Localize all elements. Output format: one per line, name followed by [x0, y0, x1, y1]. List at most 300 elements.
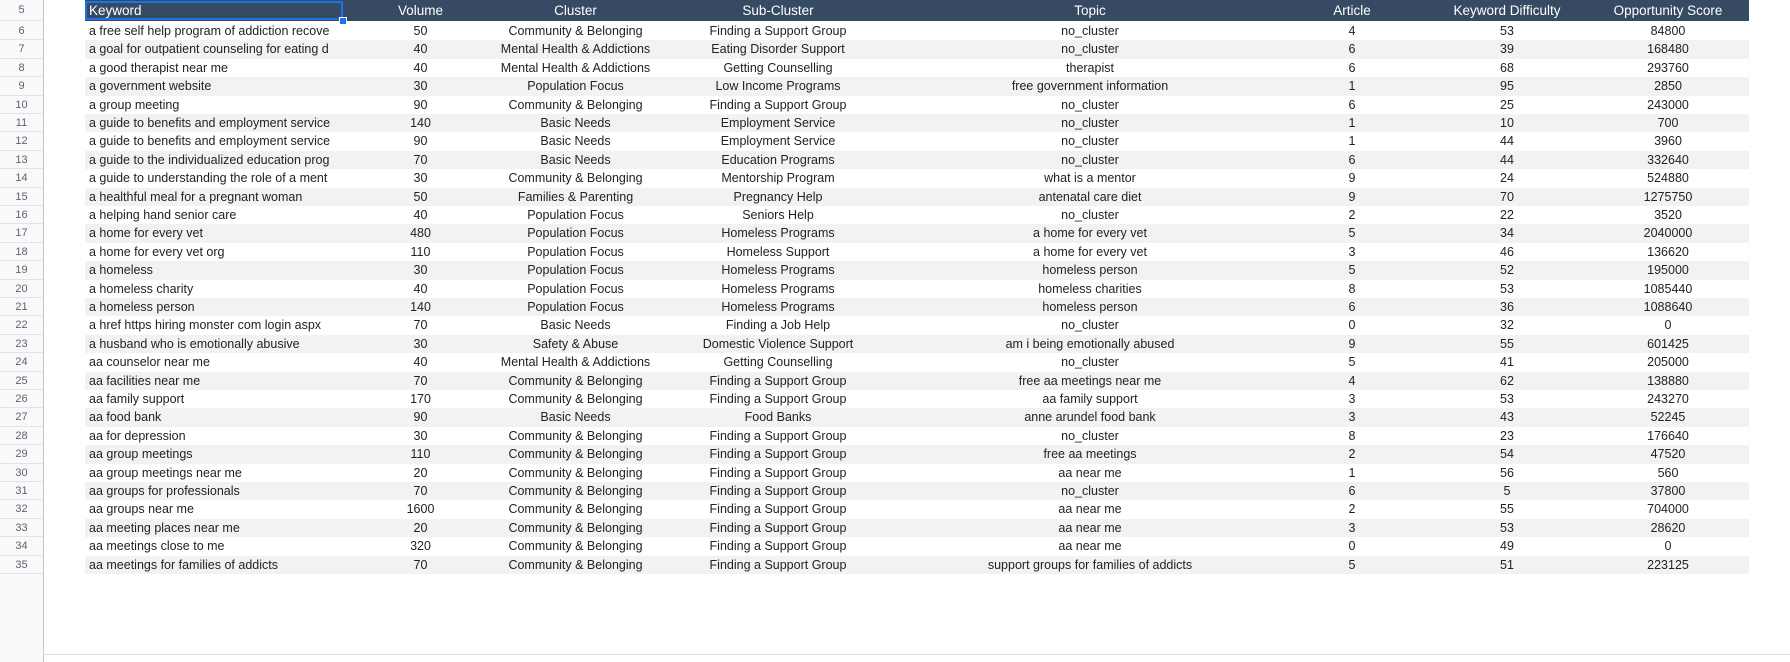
- cell-article[interactable]: 8: [1348, 281, 1356, 296]
- cell-article[interactable]: 1: [1348, 116, 1356, 130]
- cell-cluster[interactable]: Population Focus: [527, 263, 624, 278]
- table-row: [0, 537, 1790, 555]
- cell-article[interactable]: 5: [1348, 557, 1356, 572]
- cell-sub-cluster[interactable]: Finding a Support Group: [709, 539, 847, 554]
- cell-volume[interactable]: 30: [413, 171, 428, 186]
- cell-sub-cluster[interactable]: Homeless Programs: [721, 226, 835, 241]
- cell-sub-cluster[interactable]: Homeless Programs: [721, 281, 835, 296]
- cell-volume[interactable]: 110: [410, 244, 431, 259]
- cell-sub-cluster[interactable]: Low Income Programs: [715, 79, 841, 94]
- cell-keyword-difficulty[interactable]: 70: [1500, 189, 1514, 204]
- table-row: [0, 335, 1790, 353]
- cell-article[interactable]: 5: [1348, 226, 1356, 241]
- cell-topic[interactable]: no_cluster: [1061, 24, 1119, 38]
- cell-topic[interactable]: no_cluster: [1061, 42, 1119, 57]
- cell-volume[interactable]: 70: [413, 557, 428, 572]
- cell-sub-cluster[interactable]: Finding a Support Group: [709, 428, 847, 443]
- cell-topic[interactable]: antenatal care diet: [1038, 189, 1142, 204]
- cell-keyword-difficulty[interactable]: 95: [1500, 79, 1514, 94]
- cell-topic[interactable]: no_cluster: [1061, 208, 1119, 222]
- cell-volume[interactable]: 20: [413, 520, 428, 535]
- cell-keyword[interactable]: a guide to understanding the role of a ment: [89, 171, 328, 186]
- cell-keyword-difficulty[interactable]: 32: [1500, 318, 1514, 333]
- row-number[interactable]: 23: [0, 335, 43, 353]
- row-number[interactable]: 33: [0, 519, 43, 537]
- cell-topic[interactable]: no_cluster: [1061, 152, 1119, 167]
- cell-topic[interactable]: aa near me: [1058, 539, 1122, 554]
- row-number[interactable]: 21: [0, 298, 43, 316]
- cell-sub-cluster[interactable]: Eating Disorder Support: [711, 42, 845, 57]
- row-number[interactable]: 10: [0, 96, 43, 114]
- row-number[interactable]: 27: [0, 408, 43, 426]
- cell-keyword[interactable]: aa for depression: [89, 428, 186, 443]
- cell-topic[interactable]: no_cluster: [1061, 428, 1119, 443]
- table-row: [0, 132, 1790, 150]
- cell-opportunity-score[interactable]: 84800: [1650, 24, 1686, 38]
- cell-opportunity-score[interactable]: 136620: [1647, 244, 1689, 259]
- cell-opportunity-score[interactable]: 3520: [1654, 208, 1682, 222]
- cell-opportunity-score[interactable]: 28620: [1650, 520, 1686, 535]
- cell-article[interactable]: 6: [1348, 97, 1356, 112]
- cell-topic[interactable]: homeless person: [1042, 300, 1138, 314]
- cell-volume[interactable]: 90: [413, 134, 428, 149]
- cell-keyword-difficulty[interactable]: 22: [1500, 208, 1514, 222]
- table-row: [0, 224, 1790, 242]
- cell-cluster[interactable]: Safety & Abuse: [532, 336, 619, 351]
- cell-opportunity-score[interactable]: 138880: [1647, 373, 1689, 388]
- row-number[interactable]: 12: [0, 132, 43, 150]
- cell-opportunity-score[interactable]: 704000: [1647, 502, 1689, 517]
- table-row: [0, 298, 1790, 316]
- cell-keyword-difficulty[interactable]: 10: [1500, 116, 1514, 130]
- cell-topic[interactable]: aa near me: [1058, 520, 1122, 535]
- row-number[interactable]: 26: [0, 390, 43, 408]
- cell-volume[interactable]: 70: [413, 373, 428, 388]
- cell-sub-cluster[interactable]: Getting Counselling: [723, 355, 833, 370]
- cell-cluster[interactable]: Community & Belonging: [508, 484, 643, 498]
- cell-volume[interactable]: 40: [413, 60, 428, 75]
- cell-sub-cluster[interactable]: Finding a Support Group: [709, 484, 847, 498]
- cell-topic[interactable]: no_cluster: [1061, 97, 1119, 112]
- row-number[interactable]: 16: [0, 206, 43, 224]
- cell-volume[interactable]: 480: [410, 226, 431, 241]
- cell-article[interactable]: 6: [1348, 152, 1356, 167]
- cell-volume[interactable]: 70: [413, 318, 428, 333]
- row-number[interactable]: 20: [0, 280, 43, 298]
- cell-topic[interactable]: no_cluster: [1061, 484, 1119, 498]
- row-number[interactable]: 17: [0, 224, 43, 242]
- cell-sub-cluster[interactable]: Food Banks: [744, 410, 812, 425]
- cell-article[interactable]: 6: [1348, 484, 1356, 498]
- row-number[interactable]: 28: [0, 427, 43, 445]
- cell-topic[interactable]: free aa meetings: [1043, 447, 1137, 462]
- cell-cluster[interactable]: Basic Needs: [540, 318, 611, 333]
- table-row: [0, 77, 1790, 95]
- cell-sub-cluster[interactable]: Finding a Support Group: [709, 97, 847, 112]
- cell-cluster[interactable]: Basic Needs: [540, 116, 611, 130]
- cell-sub-cluster[interactable]: Finding a Job Help: [725, 318, 831, 333]
- row-number[interactable]: 15: [0, 188, 43, 206]
- table-row: [0, 390, 1790, 408]
- cell-keyword[interactable]: a homeless: [89, 263, 153, 278]
- cell-article[interactable]: 5: [1348, 263, 1356, 278]
- header-topic[interactable]: Topic: [1074, 3, 1106, 18]
- grid-bottom-line: [43, 654, 1790, 655]
- cell-topic[interactable]: am i being emotionally abused: [1005, 336, 1175, 351]
- cell-opportunity-score[interactable]: 524880: [1647, 171, 1689, 186]
- table-row: [0, 427, 1790, 445]
- cell-sub-cluster[interactable]: Mentorship Program: [721, 171, 835, 186]
- cell-article[interactable]: 3: [1348, 392, 1356, 406]
- cell-keyword[interactable]: a guide to the individualized education prog: [89, 152, 330, 167]
- cell-opportunity-score[interactable]: 0: [1664, 318, 1672, 333]
- cell-opportunity-score[interactable]: 205000: [1647, 355, 1689, 370]
- cell-keyword[interactable]: a goal for outpatient counseling for eating d: [89, 42, 329, 57]
- cell-keyword-difficulty[interactable]: 23: [1500, 428, 1514, 443]
- cell-cluster[interactable]: Community & Belonging: [508, 97, 643, 112]
- cell-keyword[interactable]: a group meeting: [89, 97, 180, 112]
- cell-cluster[interactable]: Community & Belonging: [508, 557, 643, 572]
- cell-keyword[interactable]: aa group meetings near me: [89, 465, 242, 480]
- row-number[interactable]: 22: [0, 316, 43, 334]
- cell-article[interactable]: 3: [1348, 410, 1356, 425]
- cell-sub-cluster[interactable]: Finding a Support Group: [709, 447, 847, 462]
- row-number[interactable]: 19: [0, 261, 43, 279]
- cell-keyword[interactable]: aa meetings for families of addicts: [89, 557, 278, 572]
- cell-volume[interactable]: 40: [413, 281, 428, 296]
- cell-keyword[interactable]: aa groups near me: [89, 502, 194, 517]
- cell-volume[interactable]: 30: [413, 336, 428, 351]
- cell-keyword-difficulty[interactable]: 41: [1500, 355, 1514, 370]
- cell-cluster[interactable]: Community & Belonging: [508, 171, 643, 186]
- cell-cluster[interactable]: Population Focus: [527, 300, 624, 314]
- cell-cluster[interactable]: Community & Belonging: [508, 539, 643, 554]
- cell-volume[interactable]: 40: [413, 42, 428, 57]
- cell-volume[interactable]: 170: [410, 392, 431, 406]
- cell-cluster[interactable]: Population Focus: [527, 208, 624, 222]
- table-row: [0, 500, 1790, 518]
- cell-keyword-difficulty[interactable]: 49: [1500, 539, 1514, 554]
- cell-cluster[interactable]: Community & Belonging: [508, 520, 643, 535]
- row-number[interactable]: 34: [0, 537, 43, 555]
- cell-keyword-difficulty[interactable]: 56: [1500, 465, 1514, 480]
- row-number[interactable]: 5: [0, 0, 43, 21]
- row-number[interactable]: 7: [0, 40, 43, 58]
- cell-sub-cluster[interactable]: Education Programs: [721, 152, 835, 167]
- cell-keyword[interactable]: a home for every vet org: [89, 244, 225, 259]
- cell-keyword-difficulty[interactable]: 46: [1500, 244, 1514, 259]
- cell-volume[interactable]: 40: [413, 208, 428, 222]
- cell-topic[interactable]: no_cluster: [1061, 134, 1119, 149]
- table-row: [0, 556, 1790, 574]
- cell-keyword[interactable]: aa family support: [89, 392, 185, 406]
- cell-volume[interactable]: 140: [410, 116, 431, 130]
- row-number[interactable]: 8: [0, 59, 43, 77]
- cell-opportunity-score[interactable]: 243270: [1647, 392, 1689, 406]
- row-number[interactable]: 32: [0, 500, 43, 518]
- cell-topic[interactable]: anne arundel food bank: [1024, 410, 1156, 425]
- cell-keyword[interactable]: aa meeting places near me: [89, 520, 240, 535]
- cell-sub-cluster[interactable]: Getting Counselling: [723, 60, 833, 75]
- cell-topic[interactable]: therapist: [1066, 60, 1114, 75]
- cell-sub-cluster[interactable]: Finding a Support Group: [709, 392, 847, 406]
- table-row: [0, 316, 1790, 334]
- table-row: [0, 464, 1790, 482]
- cell-keyword-difficulty[interactable]: 53: [1500, 281, 1514, 296]
- cell-keyword[interactable]: a guide to benefits and employment service: [89, 134, 331, 149]
- cell-article[interactable]: 9: [1348, 189, 1356, 204]
- cell-cluster[interactable]: Community & Belonging: [508, 24, 643, 38]
- cell-cluster[interactable]: Population Focus: [527, 226, 624, 241]
- cell-cluster[interactable]: Basic Needs: [540, 410, 611, 425]
- cell-article[interactable]: 2: [1348, 502, 1356, 517]
- cell-keyword-difficulty[interactable]: 44: [1500, 134, 1514, 149]
- header-keyword-difficulty[interactable]: Keyword Difficulty: [1453, 3, 1561, 18]
- header-keyword[interactable]: Keyword: [89, 3, 142, 18]
- cell-sub-cluster[interactable]: Homeless Programs: [721, 263, 835, 278]
- cell-cluster[interactable]: Population Focus: [527, 281, 624, 296]
- cell-keyword-difficulty[interactable]: 5: [1503, 484, 1511, 498]
- cell-keyword-difficulty[interactable]: 53: [1500, 520, 1514, 535]
- cell-keyword[interactable]: a homeless person: [89, 300, 195, 314]
- cell-volume[interactable]: 20: [413, 465, 428, 480]
- cell-article[interactable]: 8: [1348, 428, 1356, 443]
- cell-topic[interactable]: support groups for families of addicts: [987, 557, 1193, 572]
- selected-cell-outline: [85, 1, 343, 20]
- cell-keyword-difficulty[interactable]: 51: [1500, 557, 1514, 572]
- row-number[interactable]: 11: [0, 114, 43, 132]
- cell-volume[interactable]: 30: [413, 428, 428, 443]
- cell-sub-cluster[interactable]: Finding a Support Group: [709, 373, 847, 388]
- cell-keyword[interactable]: aa meetings close to me: [89, 539, 225, 554]
- cell-keyword-difficulty[interactable]: 25: [1500, 97, 1514, 112]
- cell-sub-cluster[interactable]: Domestic Violence Support: [702, 336, 854, 351]
- header-sub-cluster[interactable]: Sub-Cluster: [742, 3, 814, 18]
- cell-topic[interactable]: no_cluster: [1061, 318, 1119, 333]
- row-number[interactable]: 14: [0, 169, 43, 187]
- cell-keyword-difficulty[interactable]: 36: [1500, 300, 1514, 314]
- cell-volume[interactable]: 50: [413, 189, 428, 204]
- header-article[interactable]: Article: [1333, 3, 1371, 18]
- cell-keyword-difficulty[interactable]: 43: [1500, 410, 1514, 425]
- cell-opportunity-score[interactable]: 47520: [1650, 447, 1686, 462]
- cell-volume[interactable]: 70: [413, 152, 428, 167]
- table-row: [0, 408, 1790, 426]
- cell-sub-cluster[interactable]: Finding a Support Group: [709, 557, 847, 572]
- cell-volume[interactable]: 90: [413, 97, 428, 112]
- cell-keyword[interactable]: aa counselor near me: [89, 355, 210, 370]
- table-row: [0, 280, 1790, 298]
- cell-keyword[interactable]: a free self help program of addiction recove: [89, 24, 330, 38]
- cell-opportunity-score[interactable]: 52245: [1650, 410, 1686, 425]
- cell-sub-cluster[interactable]: Employment Service: [720, 116, 836, 130]
- cell-cluster[interactable]: Community & Belonging: [508, 373, 643, 388]
- cell-article[interactable]: 0: [1348, 539, 1356, 554]
- row-number[interactable]: 6: [0, 22, 43, 40]
- cell-opportunity-score[interactable]: 560: [1657, 465, 1679, 480]
- cell-cluster[interactable]: Mental Health & Addictions: [500, 42, 651, 57]
- cell-cluster[interactable]: Community & Belonging: [508, 447, 643, 462]
- cell-keyword[interactable]: a homeless charity: [89, 281, 194, 296]
- cell-volume[interactable]: 50: [413, 24, 428, 38]
- cell-keyword[interactable]: a government website: [89, 79, 212, 94]
- cell-sub-cluster[interactable]: Finding a Support Group: [709, 24, 847, 38]
- cell-sub-cluster[interactable]: Seniors Help: [742, 208, 814, 222]
- cell-sub-cluster[interactable]: Homeless Support: [726, 244, 830, 259]
- row-number[interactable]: 35: [0, 556, 43, 574]
- cell-keyword[interactable]: a home for every vet: [89, 226, 203, 241]
- cell-cluster[interactable]: Community & Belonging: [508, 428, 643, 443]
- cell-topic[interactable]: aa family support: [1042, 392, 1138, 406]
- cell-keyword[interactable]: a helping hand senior care: [89, 208, 237, 222]
- cell-article[interactable]: 3: [1348, 520, 1356, 535]
- cell-article[interactable]: 6: [1348, 60, 1356, 75]
- cell-keyword-difficulty[interactable]: 68: [1500, 60, 1514, 75]
- table-row: [0, 22, 1790, 40]
- cell-keyword[interactable]: a good therapist near me: [89, 60, 228, 75]
- table-row: [0, 372, 1790, 390]
- cell-sub-cluster[interactable]: Employment Service: [720, 134, 836, 149]
- table-row: [0, 519, 1790, 537]
- cell-cluster[interactable]: Community & Belonging: [508, 465, 643, 480]
- header-cluster[interactable]: Cluster: [554, 3, 597, 18]
- cell-opportunity-score[interactable]: 37800: [1650, 484, 1686, 498]
- cell-volume[interactable]: 30: [413, 79, 428, 94]
- cell-topic[interactable]: a home for every vet: [1033, 244, 1147, 259]
- cell-keyword[interactable]: a guide to benefits and employment service: [89, 116, 331, 130]
- cell-article[interactable]: 1: [1348, 134, 1356, 149]
- cell-article[interactable]: 3: [1348, 244, 1356, 259]
- cell-opportunity-score[interactable]: 1085440: [1643, 281, 1693, 296]
- cell-cluster[interactable]: Mental Health & Addictions: [500, 60, 651, 75]
- row-number[interactable]: 13: [0, 151, 43, 169]
- cell-cluster[interactable]: Basic Needs: [540, 134, 611, 149]
- row-number[interactable]: 29: [0, 445, 43, 463]
- cell-opportunity-score[interactable]: 3960: [1654, 134, 1682, 149]
- cell-article[interactable]: 6: [1348, 42, 1356, 57]
- cell-topic[interactable]: homeless charities: [1038, 281, 1142, 296]
- cell-opportunity-score[interactable]: 700: [1657, 116, 1679, 130]
- cell-opportunity-score[interactable]: 0: [1664, 539, 1672, 554]
- cell-topic[interactable]: aa near me: [1058, 465, 1122, 480]
- cell-cluster[interactable]: Community & Belonging: [508, 392, 643, 406]
- cell-article[interactable]: 4: [1348, 24, 1356, 38]
- cell-volume[interactable]: 320: [410, 539, 431, 554]
- cell-opportunity-score[interactable]: 2850: [1654, 79, 1682, 94]
- cell-volume[interactable]: 70: [413, 484, 428, 498]
- header-volume[interactable]: Volume: [397, 3, 444, 18]
- cell-opportunity-score[interactable]: 2040000: [1643, 226, 1693, 241]
- cell-opportunity-score[interactable]: 293760: [1647, 60, 1689, 75]
- cell-cluster[interactable]: Population Focus: [527, 79, 624, 94]
- cell-cluster[interactable]: Families & Parenting: [517, 189, 634, 204]
- cell-cluster[interactable]: Basic Needs: [540, 152, 611, 167]
- cell-keyword[interactable]: a healthful meal for a pregnant woman: [89, 189, 303, 204]
- cell-article[interactable]: 5: [1348, 355, 1356, 370]
- cell-sub-cluster[interactable]: Finding a Support Group: [709, 502, 847, 517]
- cell-topic[interactable]: no_cluster: [1061, 116, 1119, 130]
- cell-sub-cluster[interactable]: Pregnancy Help: [733, 189, 823, 204]
- cell-volume[interactable]: 110: [410, 447, 431, 462]
- cell-keyword[interactable]: a href https hiring monster com login aspx: [89, 318, 322, 333]
- cell-keyword-difficulty[interactable]: 62: [1500, 373, 1514, 388]
- cell-cluster[interactable]: Population Focus: [527, 244, 624, 259]
- cell-keyword[interactable]: a husband who is emotionally abusive: [89, 336, 300, 351]
- row-number[interactable]: 9: [0, 77, 43, 95]
- cell-keyword-difficulty[interactable]: 54: [1500, 447, 1514, 462]
- cell-keyword[interactable]: aa facilities near me: [89, 373, 201, 388]
- cell-opportunity-score[interactable]: 1275750: [1643, 189, 1693, 204]
- cell-sub-cluster[interactable]: Finding a Support Group: [709, 465, 847, 480]
- cell-keyword-difficulty[interactable]: 44: [1500, 152, 1514, 167]
- cell-topic[interactable]: homeless person: [1042, 263, 1138, 278]
- cell-article[interactable]: 9: [1348, 171, 1356, 186]
- cell-cluster[interactable]: Community & Belonging: [508, 502, 643, 517]
- cell-opportunity-score[interactable]: 223125: [1647, 557, 1689, 572]
- cell-keyword-difficulty[interactable]: 24: [1500, 171, 1514, 186]
- cell-keyword-difficulty[interactable]: 52: [1500, 263, 1514, 278]
- cell-keyword-difficulty[interactable]: 55: [1500, 336, 1514, 351]
- table-row: [0, 445, 1790, 463]
- cell-article[interactable]: 4: [1348, 373, 1356, 388]
- row-number[interactable]: 24: [0, 353, 43, 371]
- cell-volume[interactable]: 1600: [406, 502, 435, 517]
- row-number[interactable]: 30: [0, 464, 43, 482]
- cell-keyword[interactable]: aa groups for professionals: [89, 484, 240, 498]
- cell-sub-cluster[interactable]: Finding a Support Group: [709, 520, 847, 535]
- cell-article[interactable]: 6: [1348, 300, 1356, 314]
- cell-opportunity-score[interactable]: 195000: [1647, 263, 1689, 278]
- cell-keyword-difficulty[interactable]: 53: [1500, 24, 1514, 38]
- cell-volume[interactable]: 40: [413, 355, 428, 370]
- cell-volume[interactable]: 90: [413, 410, 428, 425]
- cell-topic[interactable]: a home for every vet: [1033, 226, 1147, 241]
- cell-opportunity-score[interactable]: 176640: [1647, 428, 1689, 443]
- cell-opportunity-score[interactable]: 1088640: [1643, 300, 1693, 314]
- cell-cluster[interactable]: Mental Health & Addictions: [500, 355, 651, 370]
- cell-volume[interactable]: 30: [413, 263, 428, 278]
- cell-topic[interactable]: aa near me: [1058, 502, 1122, 517]
- cell-article[interactable]: 2: [1348, 208, 1356, 222]
- cell-topic[interactable]: no_cluster: [1061, 355, 1119, 370]
- cell-keyword-difficulty[interactable]: 39: [1500, 42, 1514, 57]
- cell-opportunity-score[interactable]: 243000: [1647, 97, 1689, 112]
- cell-article[interactable]: 9: [1348, 336, 1356, 351]
- cell-opportunity-score[interactable]: 168480: [1647, 42, 1689, 57]
- cell-article[interactable]: 1: [1348, 79, 1356, 94]
- cell-sub-cluster[interactable]: Homeless Programs: [721, 300, 835, 314]
- cell-opportunity-score[interactable]: 332640: [1647, 152, 1689, 167]
- cell-article[interactable]: 0: [1348, 318, 1356, 333]
- cell-topic[interactable]: free aa meetings near me: [1018, 373, 1162, 388]
- row-number[interactable]: 25: [0, 372, 43, 390]
- cell-keyword-difficulty[interactable]: 34: [1500, 226, 1514, 241]
- table-row: [0, 206, 1790, 224]
- row-number[interactable]: 18: [0, 243, 43, 261]
- cell-article[interactable]: 2: [1348, 447, 1356, 462]
- cell-keyword[interactable]: aa food bank: [89, 410, 162, 425]
- cell-opportunity-score[interactable]: 601425: [1647, 336, 1689, 351]
- cell-topic[interactable]: what is a mentor: [1044, 171, 1136, 186]
- cell-keyword[interactable]: aa group meetings: [89, 447, 193, 462]
- cell-keyword-difficulty[interactable]: 53: [1500, 392, 1514, 406]
- header-opportunity-score[interactable]: Opportunity Score: [1613, 3, 1723, 18]
- row-number[interactable]: 31: [0, 482, 43, 500]
- cell-topic[interactable]: free government information: [1011, 79, 1169, 94]
- cell-volume[interactable]: 140: [410, 300, 431, 314]
- cell-keyword-difficulty[interactable]: 55: [1500, 502, 1514, 517]
- cell-article[interactable]: 1: [1348, 465, 1356, 480]
